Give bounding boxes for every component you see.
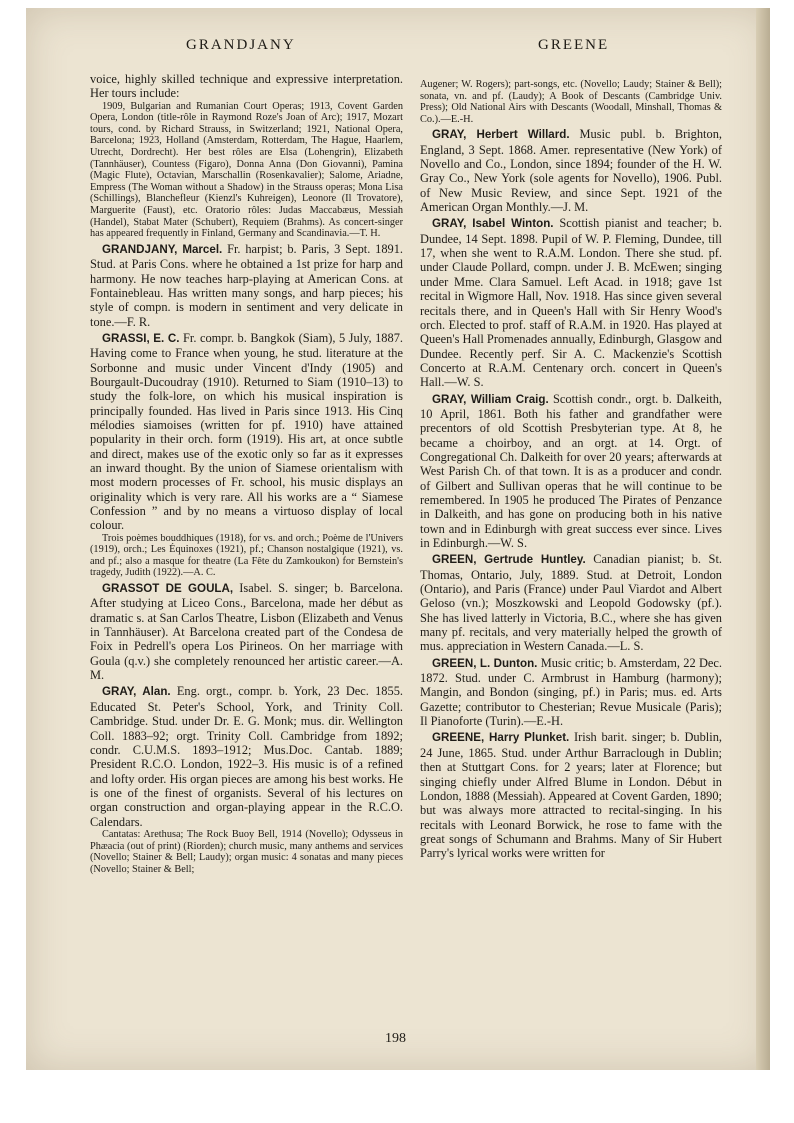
page-number: 198 [385,1031,406,1046]
entry-gray-alan: GRAY, Alan. Eng. orgt., compr. b. York, 23 Dec. 1855. Educated St. Peter's School, York, and Trinity Coll. Cambridge. Stud. under Dr. E. G. Monk; mus. dir. Wellington Coll. 1883–92; orgt. Trinity Coll. Cambridge from 1892; condr. C.U.M.S. 1893–1912; Mus.Doc. Cantab. 1889; President R.C.O. London, 1922–3. His music is of a refined and lofty order. His organ pieces are among his best works. He is one of the finest of organists. Several of his lectures on organ construction and organ-playing appear in the R.C.O. Calendars. [90,684,403,829]
page-edge [756,8,770,1070]
left-column [90,72,403,875]
entry-green-gertrude: GREEN, Gertrude Huntley. Canadian pianist; b. St. Thomas, Ontario, July, 1889. Stud. at Detroit, London (Ontario), and Paris (France) under Paul Viardot and Albert Geloso (vn.); Moszkowski and Leopold Godowsky (pf.). She has lived latterly in Victoria, B.C., where she has given many pf. recitals, and very materially helped the growth of mus. appreciation in Western Canada.—L. S. [420,552,722,654]
entry-grassot: GRASSOT DE GOULA, Isabel. S. singer; b. Barcelona. After studying at Liceo Cons., Barcelona, made her début as dramatic s. at San Carlos Theatre, Lisbon (Elizabeth and Venus in Tannhäuser). At Barcelona created part of the Condesa de Foix in Pedrell's opera Los Pirineos. On her marriage with Goula (q.v.) she completely renounced her artistic career.—A. M. [90,581,404,683]
entry-headword: GREENE, Harry Plunket. [432,731,570,745]
entry-gray-herbert: GRAY, Herbert Willard. Music publ. b. Brighton, England, 3 Sept. 1868. Amer. representative (New York) of Novello and Co., London, since 1894; founder of the H. W. Gray Co., New York (sole agents for Novello), 1906. Publ. of New Music Review, and since Sept. 1921 of the American Organ Monthly.—J. M. [420,127,722,215]
entry-grandjany: GRANDJANY, Marcel. Fr. harpist; b. Paris, 3 Sept. 1891. Stud. at Paris Cons. where he obtained a 1st prize for harp and harmony. He now teaches harp-playing at American Cons. at Fontainebleau. Has written many songs, and harp pieces; his style of compn. is modern in sentiment and very delicate in tone.—F. R. [90,241,404,329]
works-list: Cantatas: Arethusa; The Rock Buoy Bell, 1914 (Novello); Odysseus in Phæacia (out of print) (Riorden); church music, many anthems and services (Novello; Stainer & Bell; Laudy); organ music: 4 sonatas and many pieces (Novello; Stainer & Bell; [90,828,403,875]
entry-headword: GREEN, L. Dunton. [432,656,538,670]
running-head-right: GREENE [538,37,610,53]
entry-gray-william: GRAY, William Craig. Scottish condr., orgt. b. Dalkeith, 10 April, 1861. Both his father and grandfather were precentors of old Scottish Presbyterian type. At 8, he became a choirboy, and an orgt. at 14. Orgt. of Congregational Ch. Dalkeith for over 20 years; afterwards at West Parish Ch. of that town. It is as a producer and condr. of Gilbert and Sullivan operas that he will continue to be remembered. In 1905 he produced The Pirates of Penzance in Dalkeith, and has gone on producing both in his native town and in Edinburgh with great success ever since. Lives in Edinburgh.—W. S. [420,391,722,550]
entry-headword: GREEN, Gertrude Huntley. [432,553,586,567]
entry-grassi: GRASSI, E. C. Fr. compr. b. Bangkok (Siam), 5 July, 1887. Having come to France when young, he stud. literature at the Sorbonne and music under Vincent d'Indy (1905) and Bourgault-Ducoudray (1910). Returned to Siam (1910–13) to study the folk-lore, on which his musical inspiration is principally founded. Has lived in Paris since 1913. His Cinq mélodies siamoises (written for pf. 1910) have attained popularity in their orch. form (1919). His art, at once subtle and direct, makes use of the exotic only so far as it expresses an inward thought. By the union of Siamese orientalism with most modern processes of Fr. school, his music displays an originality which is very rare. All his works are a “ Siamese Confession ” and by no means a virtuoso display of local colour. [90,330,403,533]
entry-headword: GRAY, Alan. [102,685,171,699]
works-list: 1909, Bulgarian and Rumanian Court Operas; 1913, Covent Garden Opera, London (title-rôle in Raymond Roze's Joan of Arc); 1917, Mozart tours, cond. by Richard Strauss, in Switzerland; 1921, National Opera, Barcelona; 1923, Holland (Amsterdam, Rotterdam, The Hague, Haarlem, Utrecht, Dordrecht). Her best rôles are Elsa (Lohengrin), Elizabeth (Tannhäuser), Countess (Figaro), Donna Anna (Don Giovanni), Pamina (Magic Flute), Octavian, Marschallin (Rosenkavalier); Salome, Ariadne, Empress (The Woman without a Shadow) in the Strauss operas; Mona Lisa (Schillings), Blanchefleur (Kienzl's Kuhreigen), Leonore (Il Trovatore), Marguerite (Faust), etc. Oratorio rôles: Judas Maccabæus, Messiah (Handel), Stabat Mater (Schubert), Requiem (Brahms). As concert-singer has appeared frequently in Finland, Germany and Scandinavia.—T. H. [90,100,403,240]
works-list: Augener; W. Rogers); part-songs, etc. (Novello; Laudy; Stainer & Bell); sonata, vn. and pf. (Laudy); A Book of Descants (Cambridge Univ. Press); Old National Airs with Descants (Woodall, Minshall, Thomas & Co.).—E.-H. [420,79,722,125]
entry-headword: GRASSI, E. C. [102,331,180,345]
entry-gray-isabel: GRAY, Isabel Winton. Scottish pianist and teacher; b. Dundee, 14 Sept. 1898. Pupil of W. P. Fleming, Dundee, till 17, when she went to R.A.M. London. There she stud. pf. under Claude Pollard, compn. under J. B. McEwen; singing under Mme. Clara Samuel. Left Acad. in 1918; gave 1st recital in Wigmore Hall, Nov. 1918. Has since given several recitals there, and in Queen's Hall with Sir Henry Wood's orch. Elected to prof. staff of R.A.M. in 1920. Has played at Queen's Hall Promenades annually, Edinburgh, Glasgow and Dundee. Recently perf. Sir A. C. Mackenzie's Scottish Concerto at R.A.M. Centenary orch. concert in Queen's Hall.—W. S. [420,216,722,390]
entry-headword: GRAY, Isabel Winton. [432,217,554,231]
right-column [420,79,722,861]
entry-greene-harry: GREENE, Harry Plunket. Irish barit. singer; b. Dublin, 24 June, 1865. Stud. under Arthur Barraclough in Dublin; then at Stuttgart Cons. for 2 years; later at Florence; but singing chiefly under Alfred Blume in London. Début in London, 1888 (Messiah). Appeared at Covent Garden, 1890; but was always more attracted to recital-singing. In his recitals with Leonard Borwick, he rose to fame with the great songs of Schumann and Brahms. Many of Sir Hubert Parry's lyrical works were written for [420,730,722,861]
works-list: Trois poèmes bouddhiques (1918), for vs. and orch.; Poème de l'Univers (1919), orch.; Les Équinoxes (1921), pf.; Chanson nostalgique (1921), vs. and pf.; also a masque for theatre (La Fête du Zamkoukon) for Bernstein's tragedy, Judith (1922).—A. C. [90,532,403,579]
text-block: voice, highly skilled technique and expressive interpretation. Her tours include: [90,72,403,101]
entry-headword: GRAY, Herbert Willard. [432,128,570,142]
entry-headword: GRAY, William Craig. [432,392,549,406]
entry-green-dunton: GREEN, L. Dunton. Music critic; b. Amsterdam, 22 Dec. 1872. Stud. under C. Armbrust in Hamburg (harmony); Mangin, and Bondon (singing, pf.) in Paris; mus. ed. Arts Gazette; contributor to Chesterian; Revue Musicale (Paris); Il Pianoforte (Turin).—E.-H. [420,655,722,729]
entry-headword: GRANDJANY, Marcel. [102,242,223,256]
entry-headword: GRASSOT DE GOULA, [102,582,234,596]
running-head-left: GRANDJANY [186,37,296,53]
